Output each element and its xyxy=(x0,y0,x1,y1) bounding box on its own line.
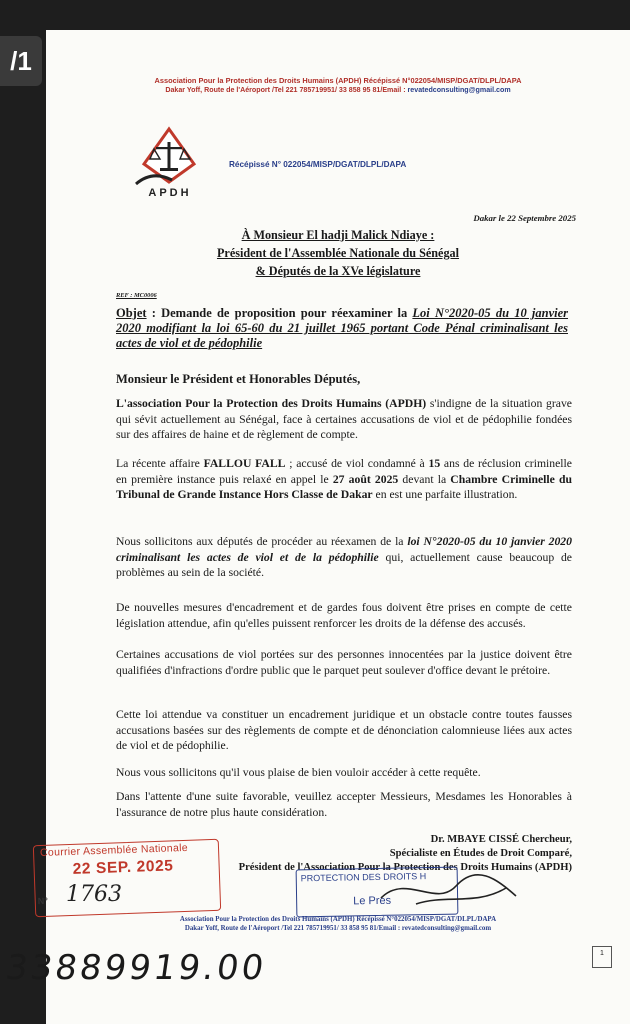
received-stamp-number-label: N° xyxy=(37,895,49,907)
paragraph-5: Certaines accusations de viol portées sur des personnes innocentées par la justice doivent être qualifiées d'infractions d'ordre public que le parquet peut soulever d'office devant le prétoire. xyxy=(116,648,572,677)
subject-line xyxy=(116,306,568,351)
addressee-line-2: Président de l'Assemblée Nationale du Sénégal xyxy=(216,246,460,260)
signatory-name: Dr. MBAYE CISSÉ Chercheur, xyxy=(430,834,572,845)
paragraph-3 xyxy=(116,534,572,581)
footer-line-1: Association Pour la Protection des Droits Humains (APDH) Récépissé N°022054/MISP/DGAT/DLPL/DAPA xyxy=(179,916,497,923)
p2-text-b: ; accusé de viol condamné à xyxy=(285,457,429,470)
letter-page xyxy=(3,30,630,1024)
received-number-handwritten: 1763 xyxy=(66,882,122,907)
received-stamp-date: 22 SEP. 2025 xyxy=(72,857,174,878)
signatory-specialty: Spécialiste en Études de Droit Comparé, xyxy=(389,848,572,859)
receipt-number: Récépissé N° 022054/MISP/DGAT/DLPL/DAPA xyxy=(229,160,407,169)
subject-text: : Demande de proposition pour réexaminer la xyxy=(146,306,413,320)
court-name: Chambre Criminelle du Tribunal de Grande Instance Hors Classe de Dakar xyxy=(116,472,572,502)
received-stamp xyxy=(33,839,221,917)
letterhead-line-1: Association Pour la Protection des Droits Humains (APDH) Récépissé N°022054/MISP/DGAT/DLPL/DAPA xyxy=(154,76,522,85)
p3-text-a: Nous sollicitons aux députés de procéder au réexamen de la xyxy=(116,535,408,548)
page-number: 1 xyxy=(592,946,612,968)
letterhead-address: Dakar Yoff, Route de l'Aéroport /Tel 221 785719951/ 33 858 95 81/Email : xyxy=(165,86,408,94)
p2-text-e: en est une parfaite illustration. xyxy=(372,488,518,502)
sentence-years: 15 xyxy=(428,457,441,470)
acquittal-date: 27 août 2025 xyxy=(332,472,399,486)
page-count-badge[interactable]: /1 xyxy=(0,36,42,86)
case-name: FALLOU FALL xyxy=(203,457,286,470)
reference: REF : MC0006 xyxy=(116,292,157,299)
letterhead-email: revatedconsulting@gmail.com xyxy=(407,86,511,94)
p3-text-b: qui, actuellement cause beaucoup de problèmes au sein de la société. xyxy=(116,550,572,580)
logo-text: APDH xyxy=(148,187,192,199)
signatory-title: Président de l'Association Pour la Protection des Droits Humains (APDH) xyxy=(238,862,572,873)
association-stamp-line-1: PROTECTION DES DROITS H xyxy=(300,871,427,884)
p2-text-d: devant la xyxy=(398,472,451,486)
subject-law: Loi N°2020-05 du 10 janvier 2020 modifiant la loi 65-60 du 21 juillet 1965 portant Code Pénal criminalisant les actes de viol et de pédophilie xyxy=(116,306,569,350)
association-stamp-line-2: Le Prés xyxy=(353,894,392,908)
footer-line-2: Dakar Yoff, Route de l'Aéroport /Tel 221 785719951/ 33 858 95 81/Email : revatedconsulting@gmail.com xyxy=(184,925,492,932)
received-stamp-org: Courrier Assemblée Nationale xyxy=(39,841,189,860)
paragraph-7: Nous vous sollicitons qu'il vous plaise de bien vouloir accéder à cette requête. xyxy=(116,766,481,779)
paragraph-6: Cette loi attendue va constituer un encadrement juridique et un obstacle contre toutes fausses accusations basées sur des règlements de compte et de dénonciation calomnieuse liées aux actes de viol et de pédophilie. xyxy=(116,708,572,753)
handwritten-amount: 33889919.00 xyxy=(3,948,269,988)
paragraph-2 xyxy=(116,456,572,503)
apdh-logo-icon xyxy=(132,126,206,198)
p2-text-a: La récente affaire xyxy=(116,457,204,470)
association-name: L'association Pour la Protection des Droits Humains (APDH) xyxy=(116,397,427,410)
addressee-line-1: À Monsieur El hadji Malick Ndiaye : xyxy=(241,228,435,242)
subject-label: Objet xyxy=(116,306,147,320)
p3-law: loi N°2020-05 du 10 janvier 2020 criminalisant les actes de viol et de la pédophilie xyxy=(116,535,572,564)
salutation: Monsieur le Président et Honorables Députés, xyxy=(116,372,361,386)
paragraph-1-text: s'indigne de la situation grave qui sévit actuellement au Sénégal, face à certaines accusations de viol et de pédophilie fondées sur des affaires de haine et de règlement de compte. xyxy=(116,397,572,442)
paragraph-8: Dans l'attente d'une suite favorable, veuillez accepter Messieurs, Mesdames les Honorables à l'assurance de notre plus haute considération. xyxy=(116,790,572,819)
paragraph-4: De nouvelles mesures d'encadrement et de gardes fous doivent être prises en compte de cette législation attendue, afin qu'elles puissent renforcer les droits de la défense des accusés. xyxy=(116,601,572,630)
letter-date: Dakar le 22 Septembre 2025 xyxy=(473,213,576,223)
signature-scribble-icon xyxy=(376,868,526,912)
letterhead-line-2 xyxy=(46,86,630,94)
addressee-line-3: & Députés de la XVe législature xyxy=(255,264,421,278)
paragraph-1 xyxy=(116,396,572,443)
p2-text-c: ans de réclusion criminelle en première instance puis relaxé en appel le xyxy=(116,457,572,486)
